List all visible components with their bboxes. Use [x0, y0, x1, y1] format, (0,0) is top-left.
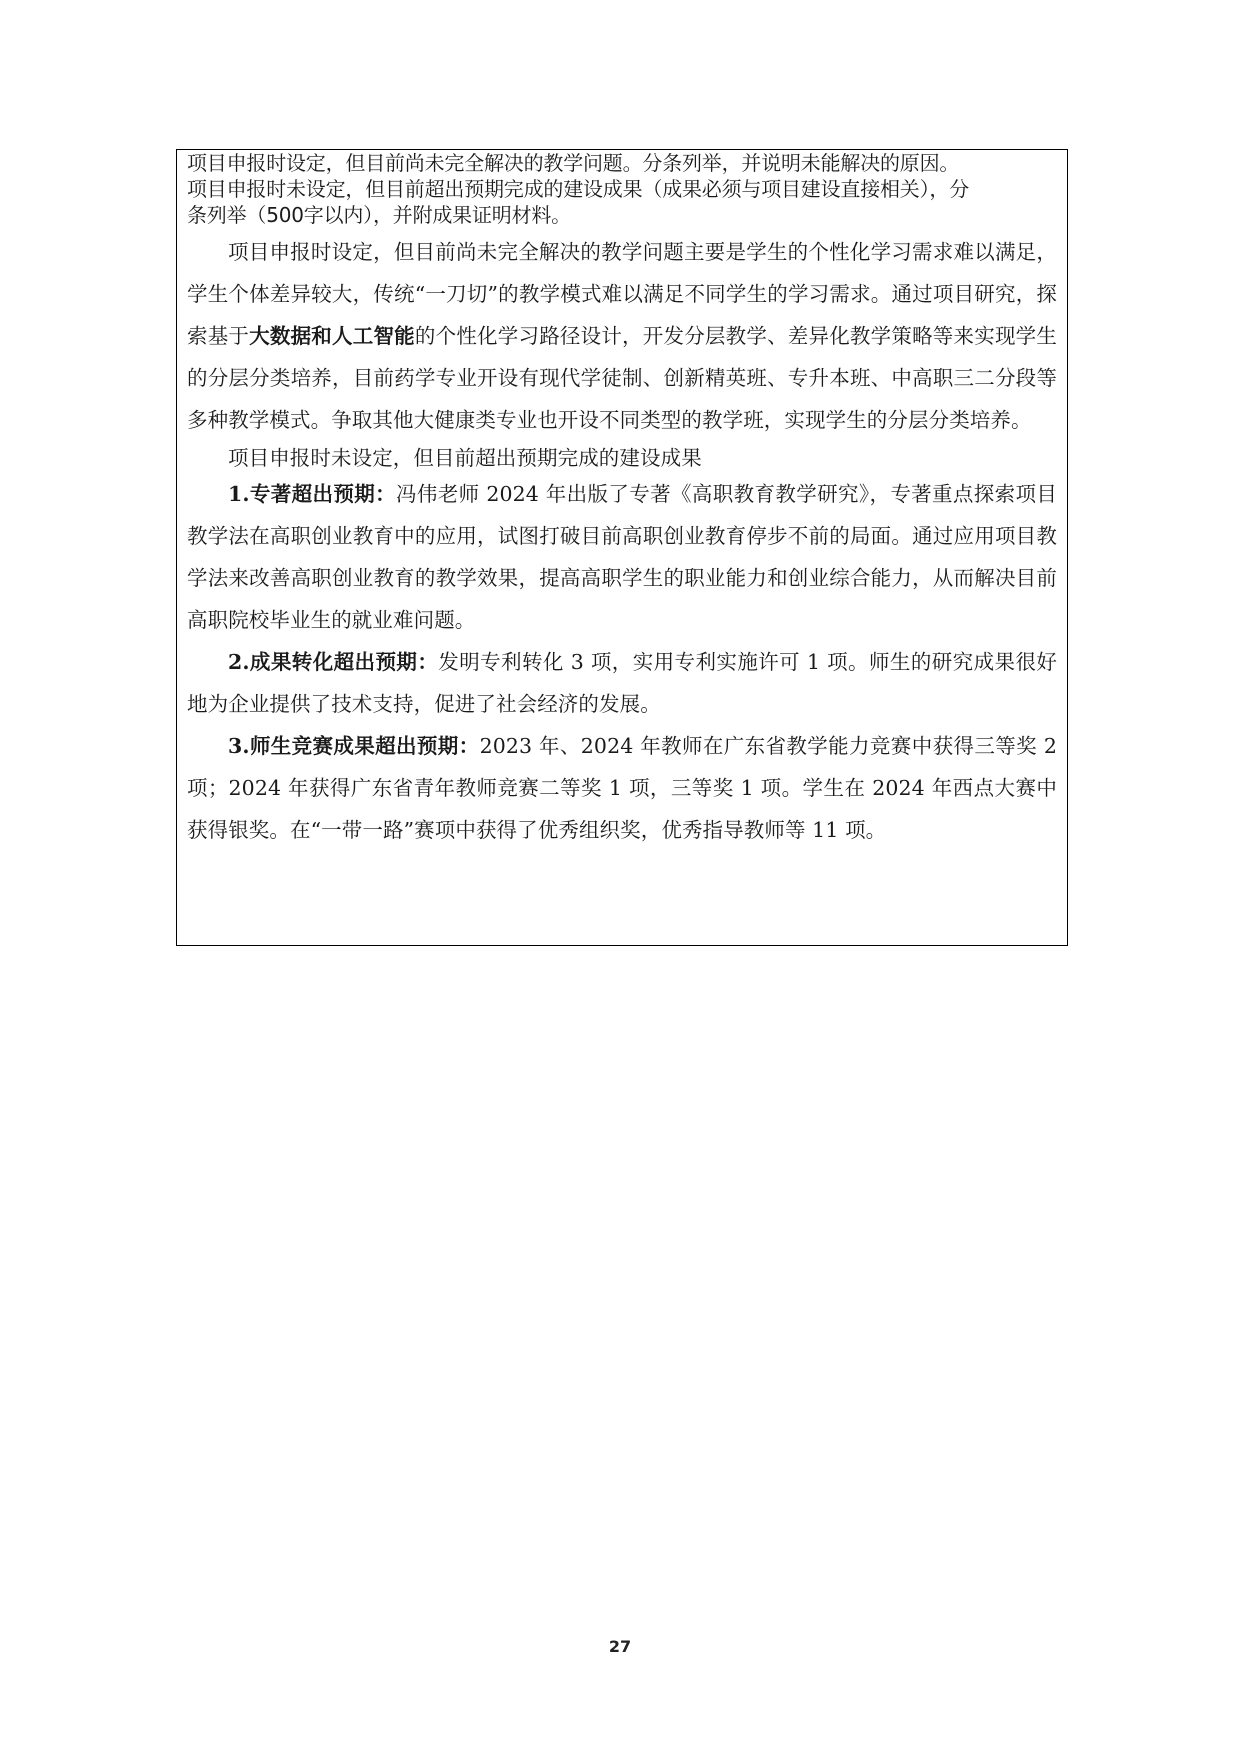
achievement-item-text: 发明专利转化 3 项，实用专利实施许可 1 项。师生的研究成果很好地为企业提供了技术支持，促进了社会经济的发展。 [187, 650, 1057, 716]
achievement-item-text: 冯伟老师 2024 年出版了专著《高职教育教学研究》，专著重点探索项目教学法在高职创业教育中的应用，试图打破目前高职创业教育停步不前的局面。通过应用项目教学法来改善高职创业教育的教学效果，提高高职学生的职业能力和创业综合能力，从而解决目前高职院校毕业生的就业难问题。 [187, 482, 1058, 632]
achievements-heading: 项目申报时未设定，但目前超出预期完成的建设成果 [228, 446, 702, 470]
form-instruction-line: 项目申报时设定，但目前尚未完全解决的教学问题。分条列举，并说明未能解决的原因。 [187, 151, 960, 175]
achievement-item [187, 473, 1057, 641]
achievement-item-title: 3.师生竞赛成果超出预期： [228, 734, 480, 758]
achievement-item-text: 2023 年、2024 年教师在广东省教学能力竞赛中获得三等奖 2 项；2024 年获得广东省青年教师竞赛二等奖 1 项，三等奖 1 项。学生在 2024 年西点大赛中获得银奖。在“一带一路”赛项中获得了优秀组织奖，优秀指导教师等 11 项。 [187, 734, 1058, 842]
page-number: 27 [608, 1637, 632, 1656]
achievement-item-title: 2.成果转化超出预期： [228, 650, 439, 674]
paragraph-text: 项目申报时设定，但目前尚未完全解决的教学问题主要是学生的个性化学习需求难以满足，学生个体差异较大，传统“一刀切”的教学模式难以满足不同学生的学习需求。通过项目研究，探索基于 [187, 240, 1057, 348]
achievement-item [187, 725, 1057, 851]
achievement-item-title: 1.专著超出预期： [228, 482, 396, 506]
unsolved-problems-paragraph [187, 231, 1057, 441]
achievement-item [187, 641, 1057, 725]
paragraph-text: 的个性化学习路径设计，开发分层教学、差异化教学策略等来实现学生的分层分类培养，目前药学专业开设有现代学徒制、创新精英班、专升本班、中高职三二分段等多种教学模式。争取其他大健康类专业也开设不同类型的教学班，实现学生的分层分类培养。 [187, 324, 1057, 432]
report-table-cell [176, 149, 1068, 946]
form-instruction-line: 条列举（500字以内），并附成果证明材料。 [187, 203, 571, 227]
form-instruction-line: 项目申报时未设定，但目前超出预期完成的建设成果（成果必须与项目建设直接相关），分 [187, 177, 969, 201]
paragraph-emphasis: 大数据和人工智能 [249, 324, 415, 348]
